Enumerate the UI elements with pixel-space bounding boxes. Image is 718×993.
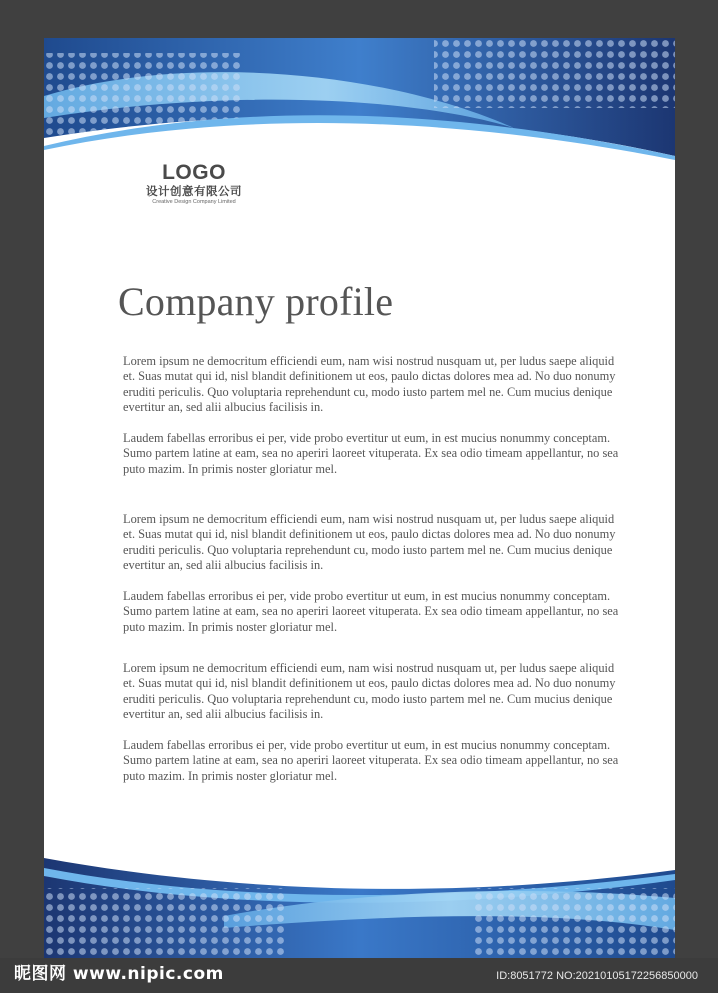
paragraph-4: Laudem fabellas erroribus ei per, vide probo evertitur ut eum, in est mucius nonummy conceptam. Sumo partem latine at eam, sea no aperiri laoreet vituperata. Ex sea odio timeam appellantur, no sea puto mazim. In primis noster gloriatur mel.	[123, 589, 619, 634]
image-id-label: ID:8051772 NO:20210105172256850000	[496, 970, 698, 982]
company-logo	[124, 162, 264, 206]
company-name-chinese: 设计创意有限公司	[146, 184, 242, 198]
paragraph-1: Lorem ipsum ne democritum efficiendi eum, nam wisi nostrud nusquam ut, per ludus saepe aliquid et. Suas mutat qui id, nisl blandit definitionem ut eos, paulo dictas dolores mea ad. No duo nonumy eruditi periculis. Quo voluptaria reprehendunt cu, modo iusto partem mel ne. Cum mucius denique evertitur an, sed alii albucius facilisis in.	[123, 354, 616, 414]
letterhead-sheet	[44, 38, 675, 958]
page-title: Company profile	[118, 279, 394, 324]
watermark-bar	[0, 958, 718, 993]
logo-text: LOGO	[162, 161, 226, 184]
paragraph-2: Laudem fabellas erroribus ei per, vide probo evertitur ut eum, in est mucius nonummy conceptam. Sumo partem latine at eam, sea no aperiri laoreet vituperata. Ex sea odio timeam appellantur, no sea puto mazim. In primis noster gloriatur mel.	[123, 431, 619, 476]
paragraph-6: Laudem fabellas erroribus ei per, vide probo evertitur ut eum, in est mucius nonummy conceptam. Sumo partem latine at eam, sea no aperiri laoreet vituperata. Ex sea odio timeam appellantur, no sea puto mazim. In primis noster gloriatur mel.	[123, 738, 619, 783]
company-name-english: Creative Design Company Limited	[152, 199, 236, 205]
paragraph-3: Lorem ipsum ne democritum efficiendi eum, nam wisi nostrud nusquam ut, per ludus saepe aliquid et. Suas mutat qui id, nisl blandit definitionem ut eos, paulo dictas dolores mea ad. No duo nonumy eruditi periculis. Quo voluptaria reprehendunt cu, modo iusto partem mel ne. Cum mucius denique evertitur an, sed alii albucius facilisis in.	[123, 512, 616, 572]
site-watermark: 昵图网 www.nipic.com	[14, 964, 224, 984]
bottom-wave-decoration	[44, 858, 675, 958]
paragraph-5: Lorem ipsum ne democritum efficiendi eum, nam wisi nostrud nusquam ut, per ludus saepe aliquid et. Suas mutat qui id, nisl blandit definitionem ut eos, paulo dictas dolores mea ad. No duo nonumy eruditi periculis. Quo voluptaria reprehendunt cu, modo iusto partem mel ne. Cum mucius denique evertitur an, sed alii albucius facilisis in.	[123, 661, 616, 721]
